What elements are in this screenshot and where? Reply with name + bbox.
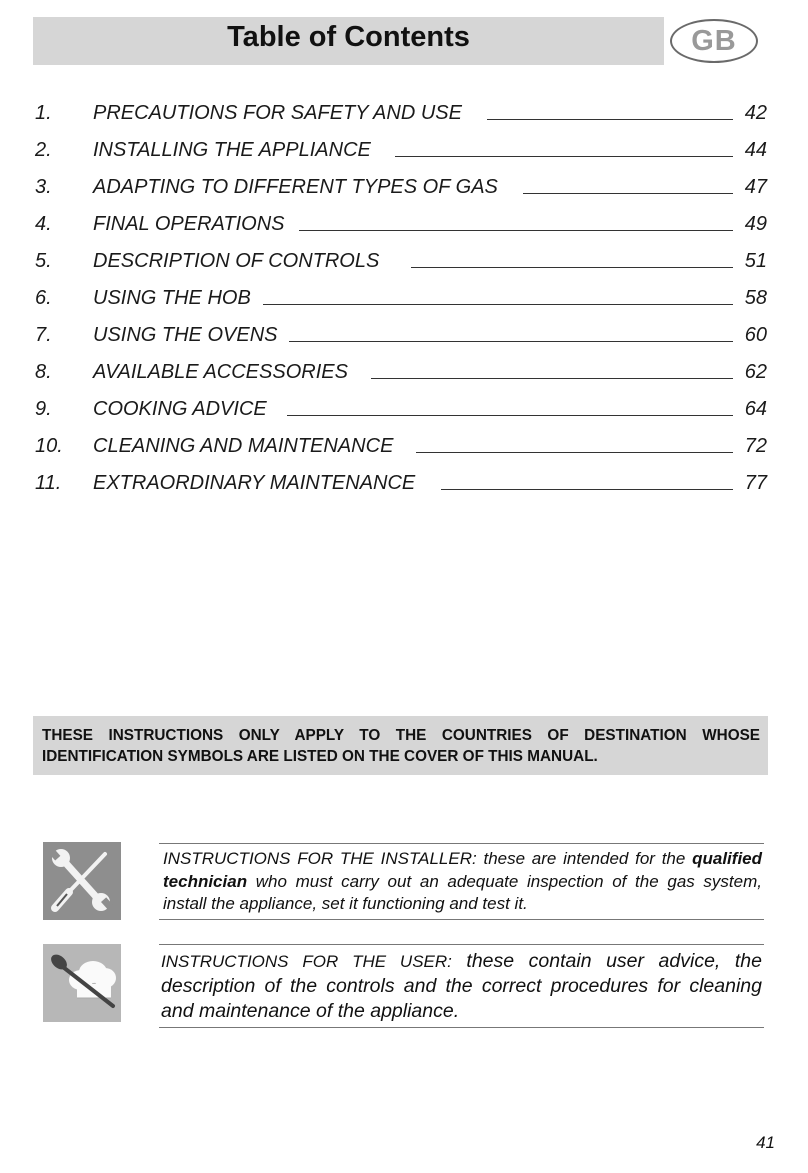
installer-text-before: these are intended for the: [483, 849, 686, 868]
toc-page: 77: [744, 472, 767, 494]
chef-hat-spoon-icon: [43, 944, 121, 1022]
toc-page: 44: [744, 139, 767, 161]
toc-leader: [299, 230, 733, 231]
country-badge: [670, 19, 758, 63]
toc-leader: [289, 341, 733, 342]
toc-entry[interactable]: [35, 172, 770, 202]
toc-leader: [523, 193, 733, 194]
toc-number: 1.: [35, 102, 52, 124]
toc-number: 8.: [35, 361, 52, 383]
user-text: these contain user advice, the description of the controls and the correct procedures for cleaning and maintenance of the appliance.: [161, 950, 762, 1022]
toc-title: DESCRIPTION OF CONTROLS: [93, 250, 380, 272]
toc-page: 47: [744, 176, 767, 198]
toc-number: 9.: [35, 398, 52, 420]
toc-entry[interactable]: [35, 394, 770, 424]
toc-leader: [411, 267, 733, 268]
toc-title: CLEANING AND MAINTENANCE: [93, 435, 394, 457]
toc-number: 5.: [35, 250, 52, 272]
toc-leader: [287, 415, 733, 416]
toc-title: INSTALLING THE APPLIANCE: [93, 139, 371, 161]
toc-entry[interactable]: [35, 246, 770, 276]
toc-entry[interactable]: [35, 98, 770, 128]
toc-leader: [441, 489, 733, 490]
toc-number: 2.: [35, 139, 52, 161]
toc-title: ADAPTING TO DIFFERENT TYPES OF GAS: [93, 176, 498, 198]
toc-leader: [395, 156, 733, 157]
toc-title: AVAILABLE ACCESSORIES: [93, 361, 348, 383]
installer-lead: INSTRUCTIONS FOR THE INSTALLER:: [163, 849, 477, 868]
toc-title: EXTRAORDINARY MAINTENANCE: [93, 472, 416, 494]
toc-number: 10.: [35, 435, 63, 457]
toc-leader: [416, 452, 733, 453]
installer-text-after: who must carry out an adequate inspection of the gas system, install the appliance, set it functioning and test it.: [163, 871, 762, 913]
toc-entry[interactable]: [35, 468, 770, 498]
toc-page: 42: [744, 102, 767, 124]
toc-number: 7.: [35, 324, 52, 346]
toc-leader: [371, 378, 733, 379]
toc-title: USING THE OVENS: [93, 324, 278, 346]
toc-page: 60: [744, 324, 767, 346]
toc-leader: [487, 119, 733, 120]
toc-number: 11.: [35, 472, 62, 494]
toc-title: PRECAUTIONS FOR SAFETY AND USE: [93, 102, 462, 124]
toc-page: 49: [744, 213, 767, 235]
user-lead: INSTRUCTIONS FOR THE USER:: [161, 952, 452, 971]
toc-title: COOKING ADVICE: [93, 398, 267, 420]
toc-title: USING THE HOB: [93, 287, 251, 309]
user-instructions: [159, 944, 764, 1028]
toc-page: 64: [744, 398, 767, 420]
wrench-screwdriver-icon: [43, 842, 121, 920]
title-bar: [33, 17, 664, 65]
toc-entry[interactable]: [35, 209, 770, 239]
installer-bold: qualified technician: [163, 849, 763, 891]
toc-number: 6.: [35, 287, 52, 309]
toc-title: FINAL OPERATIONS: [93, 213, 285, 235]
toc-page: 58: [744, 287, 767, 309]
toc-entry[interactable]: [35, 357, 770, 387]
toc-leader: [263, 304, 733, 305]
toc-number: 4.: [35, 213, 52, 235]
toc-page: 51: [744, 250, 767, 272]
page-title: Table of Contents: [227, 21, 470, 53]
toc-page: 72: [744, 435, 767, 457]
destination-notice: THESE INSTRUCTIONS ONLY APPLY TO THE COUNTRIES OF DESTINATION WHOSE IDENTIFICATION SYMBOLS ARE LISTED ON THE COVER OF THIS MANUAL.: [33, 716, 768, 775]
toc-entry[interactable]: [35, 431, 770, 461]
toc-entry[interactable]: [35, 283, 770, 313]
toc-page: 62: [744, 361, 767, 383]
page-number: 41: [756, 1133, 775, 1152]
installer-instructions: [159, 843, 764, 920]
toc-number: 3.: [35, 176, 52, 198]
country-badge-label: GB: [691, 25, 737, 57]
toc-entry[interactable]: [35, 135, 770, 165]
toc-entry[interactable]: [35, 320, 770, 350]
